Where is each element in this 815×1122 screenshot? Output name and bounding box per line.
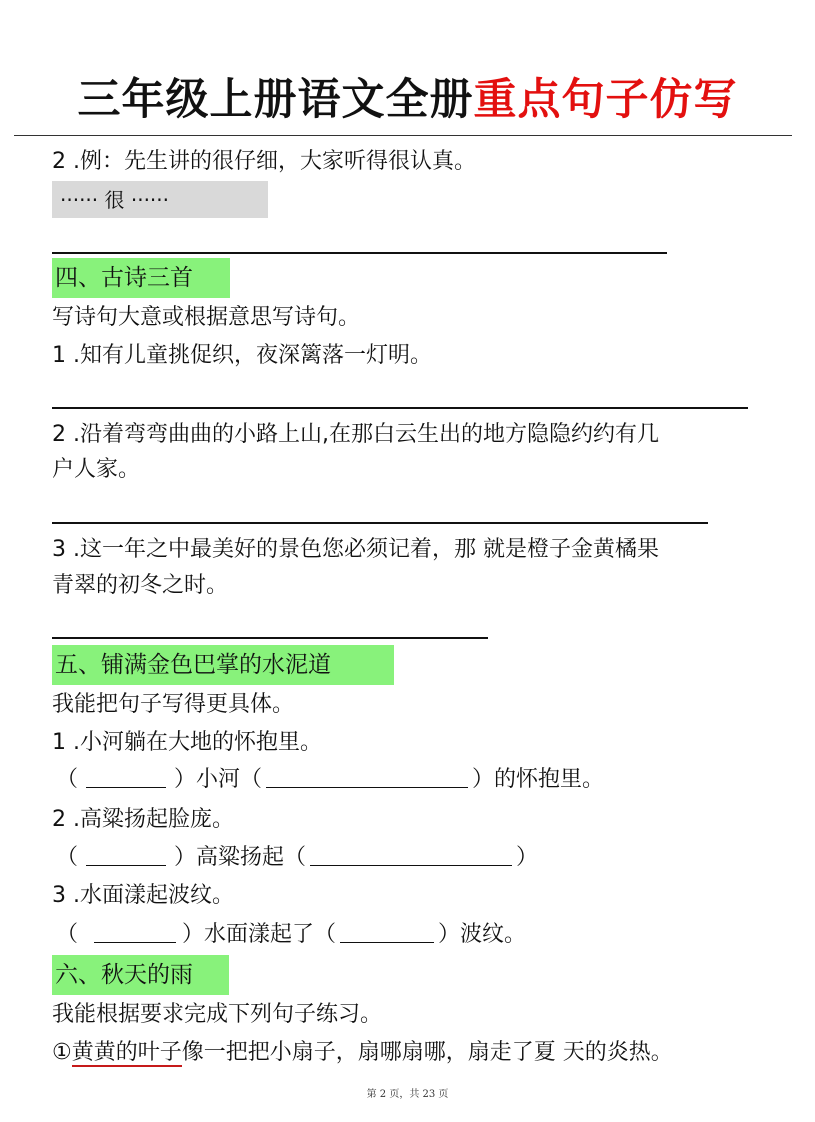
section-heading-6 — [52, 955, 229, 995]
fill-row-3 — [56, 920, 526, 950]
sentence-rest: 像一把把小扇子，扇哪扇哪，扇走了夏 天的炎热。 — [181, 1040, 673, 1065]
fill-row-1 — [56, 765, 604, 795]
instruction: 我能把句子写得更具体。 — [52, 692, 295, 717]
answer-line[interactable] — [52, 407, 748, 409]
question-2: 2 .沿着弯弯曲曲的小路上山,在那白云生出的地方隐隐约约有几 — [52, 422, 659, 447]
underlined-phrase: 黄黄的叶子 — [71, 1040, 182, 1065]
question-3: 3 .这一年之中最美好的景色您必须记着，那 就是橙子金黄橘果 — [52, 537, 659, 562]
fill-text: （ — [56, 922, 79, 947]
fill-text: ）水面漾起了（ — [182, 922, 337, 947]
circled-number: ① — [52, 1040, 72, 1065]
question-2: 2 .高粱扬起脸庞。 — [52, 807, 234, 832]
question-1: 1 .小河躺在大地的怀抱里。 — [52, 730, 322, 755]
example-sentence: 2 .例：先生讲的很仔细，大家听得很认真。 — [52, 149, 476, 174]
fill-text: ）波纹。 — [438, 922, 527, 947]
fill-text: （ — [56, 845, 79, 870]
fill-row-2 — [56, 843, 538, 873]
section-heading-4 — [52, 258, 230, 298]
fill-blank[interactable] — [310, 843, 512, 866]
answer-line[interactable] — [52, 637, 488, 639]
fill-blank[interactable] — [340, 920, 434, 943]
question-3-cont: 青翠的初冬之时。 — [52, 573, 229, 598]
question-1 — [52, 1038, 673, 1068]
fill-text: ）高粱扬起（ — [174, 845, 307, 870]
fill-text: （ — [56, 767, 79, 792]
answer-line[interactable] — [52, 252, 667, 254]
section-heading-text: 五、铺满金色巴掌的水泥道 — [55, 652, 331, 678]
fill-blank[interactable] — [94, 920, 176, 943]
instruction: 我能根据要求完成下列句子练习。 — [52, 1002, 383, 1027]
answer-line[interactable] — [52, 522, 708, 524]
instruction: 写诗句大意或根据意思写诗句。 — [52, 305, 361, 330]
hint-text: ······ 很 ······ — [60, 188, 170, 212]
page-title — [0, 72, 815, 128]
section-heading-text: 六、秋天的雨 — [55, 962, 193, 988]
title-red: 重点句子仿写 — [473, 75, 738, 125]
fill-text: ）小河（ — [174, 767, 263, 792]
fill-blank[interactable] — [266, 765, 468, 788]
fill-text: ） — [516, 845, 539, 870]
title-black: 三年级上册语文全册 — [77, 75, 474, 125]
fill-text: ）的怀抱里。 — [472, 767, 605, 792]
page-number: 第 2 页，共 23 页 — [366, 1089, 449, 1100]
section-heading-text: 四、古诗三首 — [55, 265, 193, 291]
fill-blank[interactable] — [86, 843, 166, 866]
question-2-cont: 户人家。 — [52, 457, 141, 482]
fill-blank[interactable] — [86, 765, 166, 788]
question-1: 1 .知有儿童挑促织，夜深篱落一灯明。 — [52, 343, 432, 368]
section-heading-5 — [52, 645, 394, 685]
title-divider — [14, 135, 792, 136]
question-3: 3 .水面漾起波纹。 — [52, 883, 234, 908]
